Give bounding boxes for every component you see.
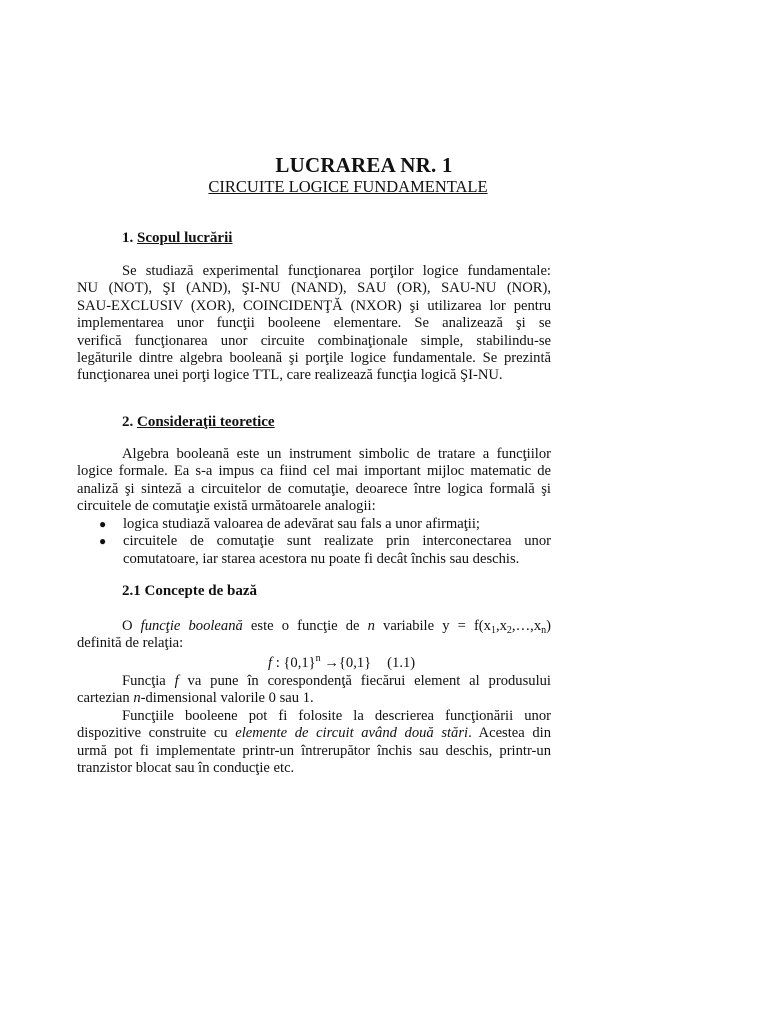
analogies-list [77,516,551,568]
bullet-icon: ● [99,534,107,549]
paragraph-line: verifică funcţionarea unor circuite combinaţionale simple, stabilindu-se [77,332,551,349]
paragraph-line: cartezian n-dimensional valorile 0 sau 1. [77,690,314,707]
page-subtitle: CIRCUITE LOGICE FUNDAMENTALE [208,177,488,196]
paragraph-line: NU (NOT), ŞI (AND), ŞI-NU (NAND), SAU (OR), SAU-NU (NOR), [77,280,551,297]
section-2-title: Consideraţii teoretice [137,414,275,430]
section-2-paragraph [77,446,551,516]
list-item-text: logica studiază valoarea de adevărat sau fals a unor afirmaţii; [123,516,480,532]
paragraph-line: analiză şi sinteză a circuitelor de comutaţie, deoarece între logica formală şi [77,480,551,497]
bullet-icon: ● [99,517,107,531]
page-title: LUCRAREA NR. 1 [275,153,453,177]
paragraph-line: funcţionarea unei porţi logice TTL, care realizează funcţia logică ŞI-NU. [77,367,503,384]
italic-term: funcţie booleană [140,618,243,634]
list-item [77,533,551,568]
paragraph-line: logice formale. Ea s-a impus ca fiind cel mai important mijloc matematic de [77,463,551,480]
section-2-heading [122,414,275,431]
paragraph-line: Funcţia f va pune în corespondenţă fiecărui element al produsului [122,673,551,689]
paragraph-line: circuitele de comutaţie există următoarele analogii: [77,498,376,515]
section-1-title: Scopul lucrării [137,230,233,246]
equation-1-1: f : $\{0,1\}^n \to\{0,1\}$ (1.1) [268,653,416,671]
section-1-paragraph [77,263,551,385]
paragraph-line: Se studiază experimental funcţionarea porţilor logice fundamentale: [122,263,551,279]
paragraph-line: definită de relaţia: [77,635,184,652]
section-2-1-paragraph-1 [77,618,551,653]
paragraph-line: legăturile dintre algebra booleană şi porţile logice fundamentale. Se prezintă [77,350,551,367]
paragraph-line: urmă pot fi implementate printr-un întrerupător închis sau deschis, printr-un [77,742,551,759]
paragraph-line: implementarea unor funcţii booleene elementare. Se analizează şi se [77,315,551,332]
paragraph-line: Algebra booleană este un instrument simbolic de tratare a funcţiilor [122,446,551,462]
section-1-number: 1. [122,230,134,246]
paragraph-line: O funcţie booleană este o funcţie de n variabile $y = f(x_1,x_2,\dots,x_n)$ [122,618,551,636]
section-2-1-paragraph-2 [77,673,551,708]
section-1-heading [122,230,232,247]
section-2-1-paragraph-3 [77,708,551,778]
paragraph-line: dispozitive construite cu elemente de circuit având două stări. Acestea din [77,725,551,742]
italic-term: elemente de circuit având două stări [235,725,469,742]
paragraph-line: Funcţiile booleene pot fi folosite la descrierea funcţionării unor [122,708,551,724]
equation-number: (1.1) [387,655,416,671]
section-2-1-heading: 2.1 Concepte de bază [122,583,257,599]
list-item-text: circuitele de comutaţie sunt realizate prin interconectarea unor [123,533,551,550]
list-item-text: comutatoare, iar starea acestora nu poate fi decât închis sau deschis. [123,550,520,567]
list-item [77,516,551,533]
paragraph-line: SAU-EXCLUSIV (XOR), COINCIDENŢĂ (NXOR) şi utilizarea lor pentru [77,297,551,314]
paragraph-line: tranzistor blocat sau în conducţie etc. [77,760,295,777]
section-2-number: 2. [122,414,134,430]
